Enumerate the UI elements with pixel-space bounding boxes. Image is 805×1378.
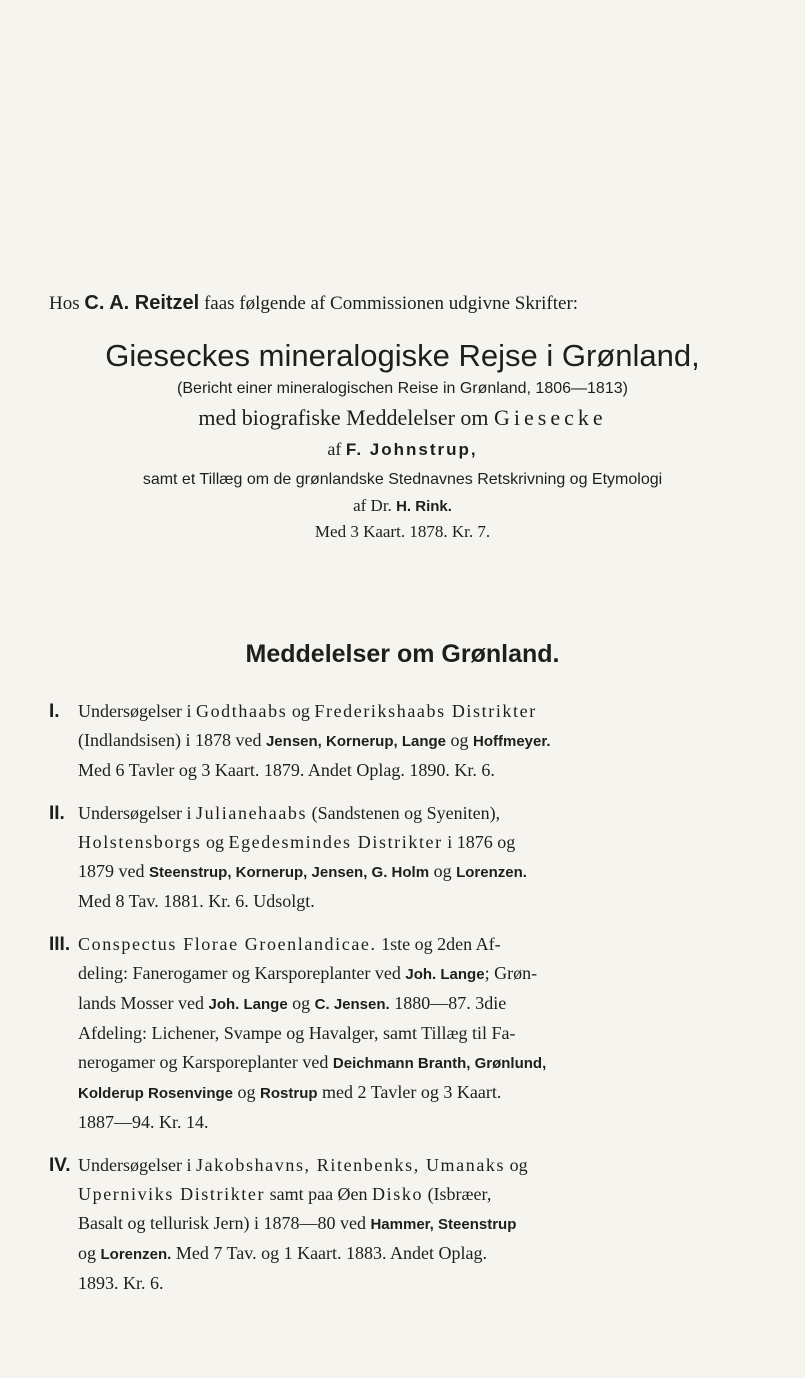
series-heading: Meddelelser om Grønland. <box>245 640 560 668</box>
entry-place: Godthaabs <box>195 701 288 721</box>
book-title: Gieseckes mineralogiske Rejse i Grønland, <box>105 338 700 373</box>
entry-number: I. <box>49 701 60 722</box>
entry-line <box>64 857 769 887</box>
entry-line <box>64 989 769 1019</box>
publisher-intro <box>49 292 769 315</box>
entry-authors: Steenstrup, Kornerup, Jensen, G. Holm <box>149 864 430 881</box>
entry-text: og <box>446 730 474 750</box>
entry-authors: Lorenzen. <box>100 1246 172 1263</box>
intro-suffix: faas følgende af Commissionen udgivne Skrifter: <box>199 293 579 314</box>
book-edition: Med 3 Kaart. 1878. Kr. 7. <box>314 522 491 541</box>
entry-place: Jakobshavns, Ritenbenks, Umanaks <box>195 1155 506 1175</box>
entry-text: Basalt og tellurisk Jern) i 1878—80 ved <box>78 1213 371 1233</box>
entry-number: II. <box>49 803 65 824</box>
entry-text: Undersøgelser i <box>78 803 196 823</box>
entry-authors: Hammer, Steenstrup <box>370 1216 517 1233</box>
supplement-author: H. Rink. <box>396 498 452 515</box>
entry-authors: Deichmann Branth, Grønlund, <box>332 1055 547 1072</box>
entry-title: Conspectus Florae Groenlandicae. <box>78 934 377 954</box>
entry-authors: Lorenzen. <box>456 864 527 881</box>
entry-authors: Joh. Lange <box>208 996 288 1013</box>
entry-authors: Joh. Lange <box>405 966 485 983</box>
entry-line <box>64 697 769 726</box>
entry-authors: C. Jensen. <box>314 996 390 1013</box>
entry-line: 1893. Kr. 6. <box>78 1273 164 1293</box>
intro-prefix: Hos <box>49 293 85 314</box>
entry-text: deling: Fanerogamer og Karsporeplanter ved <box>78 963 406 983</box>
entry-text: samt paa Øen <box>265 1184 373 1204</box>
series-entry-ii <box>49 799 769 916</box>
entry-text: 1ste og 2den Af- <box>376 934 501 954</box>
entry-text: Med 7 Tav. og 1 Kaart. 1883. Andet Oplag. <box>171 1243 488 1263</box>
entry-line <box>64 726 769 756</box>
entry-place: Uperniviks Distrikter <box>78 1184 266 1204</box>
entry-line: Med 6 Tavler og 3 Kaart. 1879. Andet Oplag. 1890. Kr. 6. <box>78 760 495 780</box>
book-supplement-author-line <box>0 493 805 519</box>
entry-place: Julianehaabs <box>195 803 308 823</box>
entry-text: ; Grøn- <box>484 963 538 983</box>
entry-place: Holstensborgs <box>78 832 202 852</box>
book-biography-line <box>0 404 805 432</box>
entry-text: og <box>505 1155 528 1175</box>
entry-text: nerogamer og Karsporeplanter ved <box>78 1052 333 1072</box>
entry-text: med 2 Tavler og 3 Kaart. <box>317 1082 502 1102</box>
entry-line <box>64 1180 769 1209</box>
entry-number: III. <box>49 934 71 955</box>
entry-text: 1880—87. 3die <box>389 993 507 1013</box>
entry-text: lands Mosser ved <box>78 993 209 1013</box>
book-subtitle: (Bericht einer mineralogischen Reise in Grønland, 1806—1813) <box>177 380 628 397</box>
entry-line: Med 8 Tav. 1881. Kr. 6. Udsolgt. <box>78 891 315 911</box>
book-listing <box>0 338 805 545</box>
entry-text: 1879 ved <box>78 861 149 881</box>
entry-text: og <box>233 1082 261 1102</box>
entry-line <box>64 799 769 828</box>
entry-text: og <box>78 1243 101 1263</box>
supplement-author-prefix: af Dr. <box>353 496 397 515</box>
series-entry-iv <box>49 1151 769 1298</box>
entry-authors: Hoffmeyer. <box>473 733 551 750</box>
entry-line <box>64 1078 769 1108</box>
entry-text: og <box>201 832 229 852</box>
entry-text: (Sandstenen og Syeniten), <box>307 803 501 823</box>
publisher-name: C. A. Reitzel <box>84 292 200 314</box>
entry-line <box>64 1239 769 1269</box>
entry-line: 1887—94. Kr. 14. <box>78 1112 209 1132</box>
entry-line <box>64 1151 769 1180</box>
book-author-line <box>0 436 805 463</box>
entry-place: Disko <box>372 1184 424 1204</box>
series-entry-iii <box>49 930 769 1137</box>
series-entries <box>49 697 769 1312</box>
book-author: F. Johnstrup, <box>345 440 478 459</box>
entry-line <box>64 930 769 959</box>
series-entry-i <box>49 697 769 785</box>
entry-text: og <box>287 701 315 721</box>
entry-line <box>64 959 769 989</box>
author-prefix: af <box>327 439 346 459</box>
entry-line <box>64 1048 769 1078</box>
biography-prefix: med biografiske Meddelelser om <box>198 405 495 430</box>
entry-place: Frederikshaabs Distrikter <box>314 701 537 721</box>
entry-text: Undersøgelser i <box>78 701 196 721</box>
entry-text: og <box>287 993 315 1013</box>
entry-number: IV. <box>49 1155 71 1176</box>
entry-text: (Isbræer, <box>423 1184 492 1204</box>
entry-text: i 1876 og <box>442 832 516 852</box>
entry-authors: Rostrup <box>260 1085 318 1102</box>
entry-line <box>64 828 769 857</box>
book-supplement: samt et Tillæg om de grønlandske Stednavnes Retskrivning og Etymologi <box>142 471 663 488</box>
entry-authors: Jensen, Kornerup, Lange <box>265 733 447 750</box>
entry-place: Egedesmindes Distrikter <box>228 832 443 852</box>
entry-text: Undersøgelser i <box>78 1155 196 1175</box>
entry-line: Afdeling: Lichener, Svampe og Havalger, samt Tillæg til Fa- <box>78 1023 516 1043</box>
entry-text: og <box>429 861 457 881</box>
entry-line <box>64 1209 769 1239</box>
biography-name: Giesecke <box>494 405 607 430</box>
entry-text: (Indlandsisen) i 1878 ved <box>78 730 266 750</box>
entry-authors: Kolderup Rosenvinge <box>78 1085 234 1102</box>
